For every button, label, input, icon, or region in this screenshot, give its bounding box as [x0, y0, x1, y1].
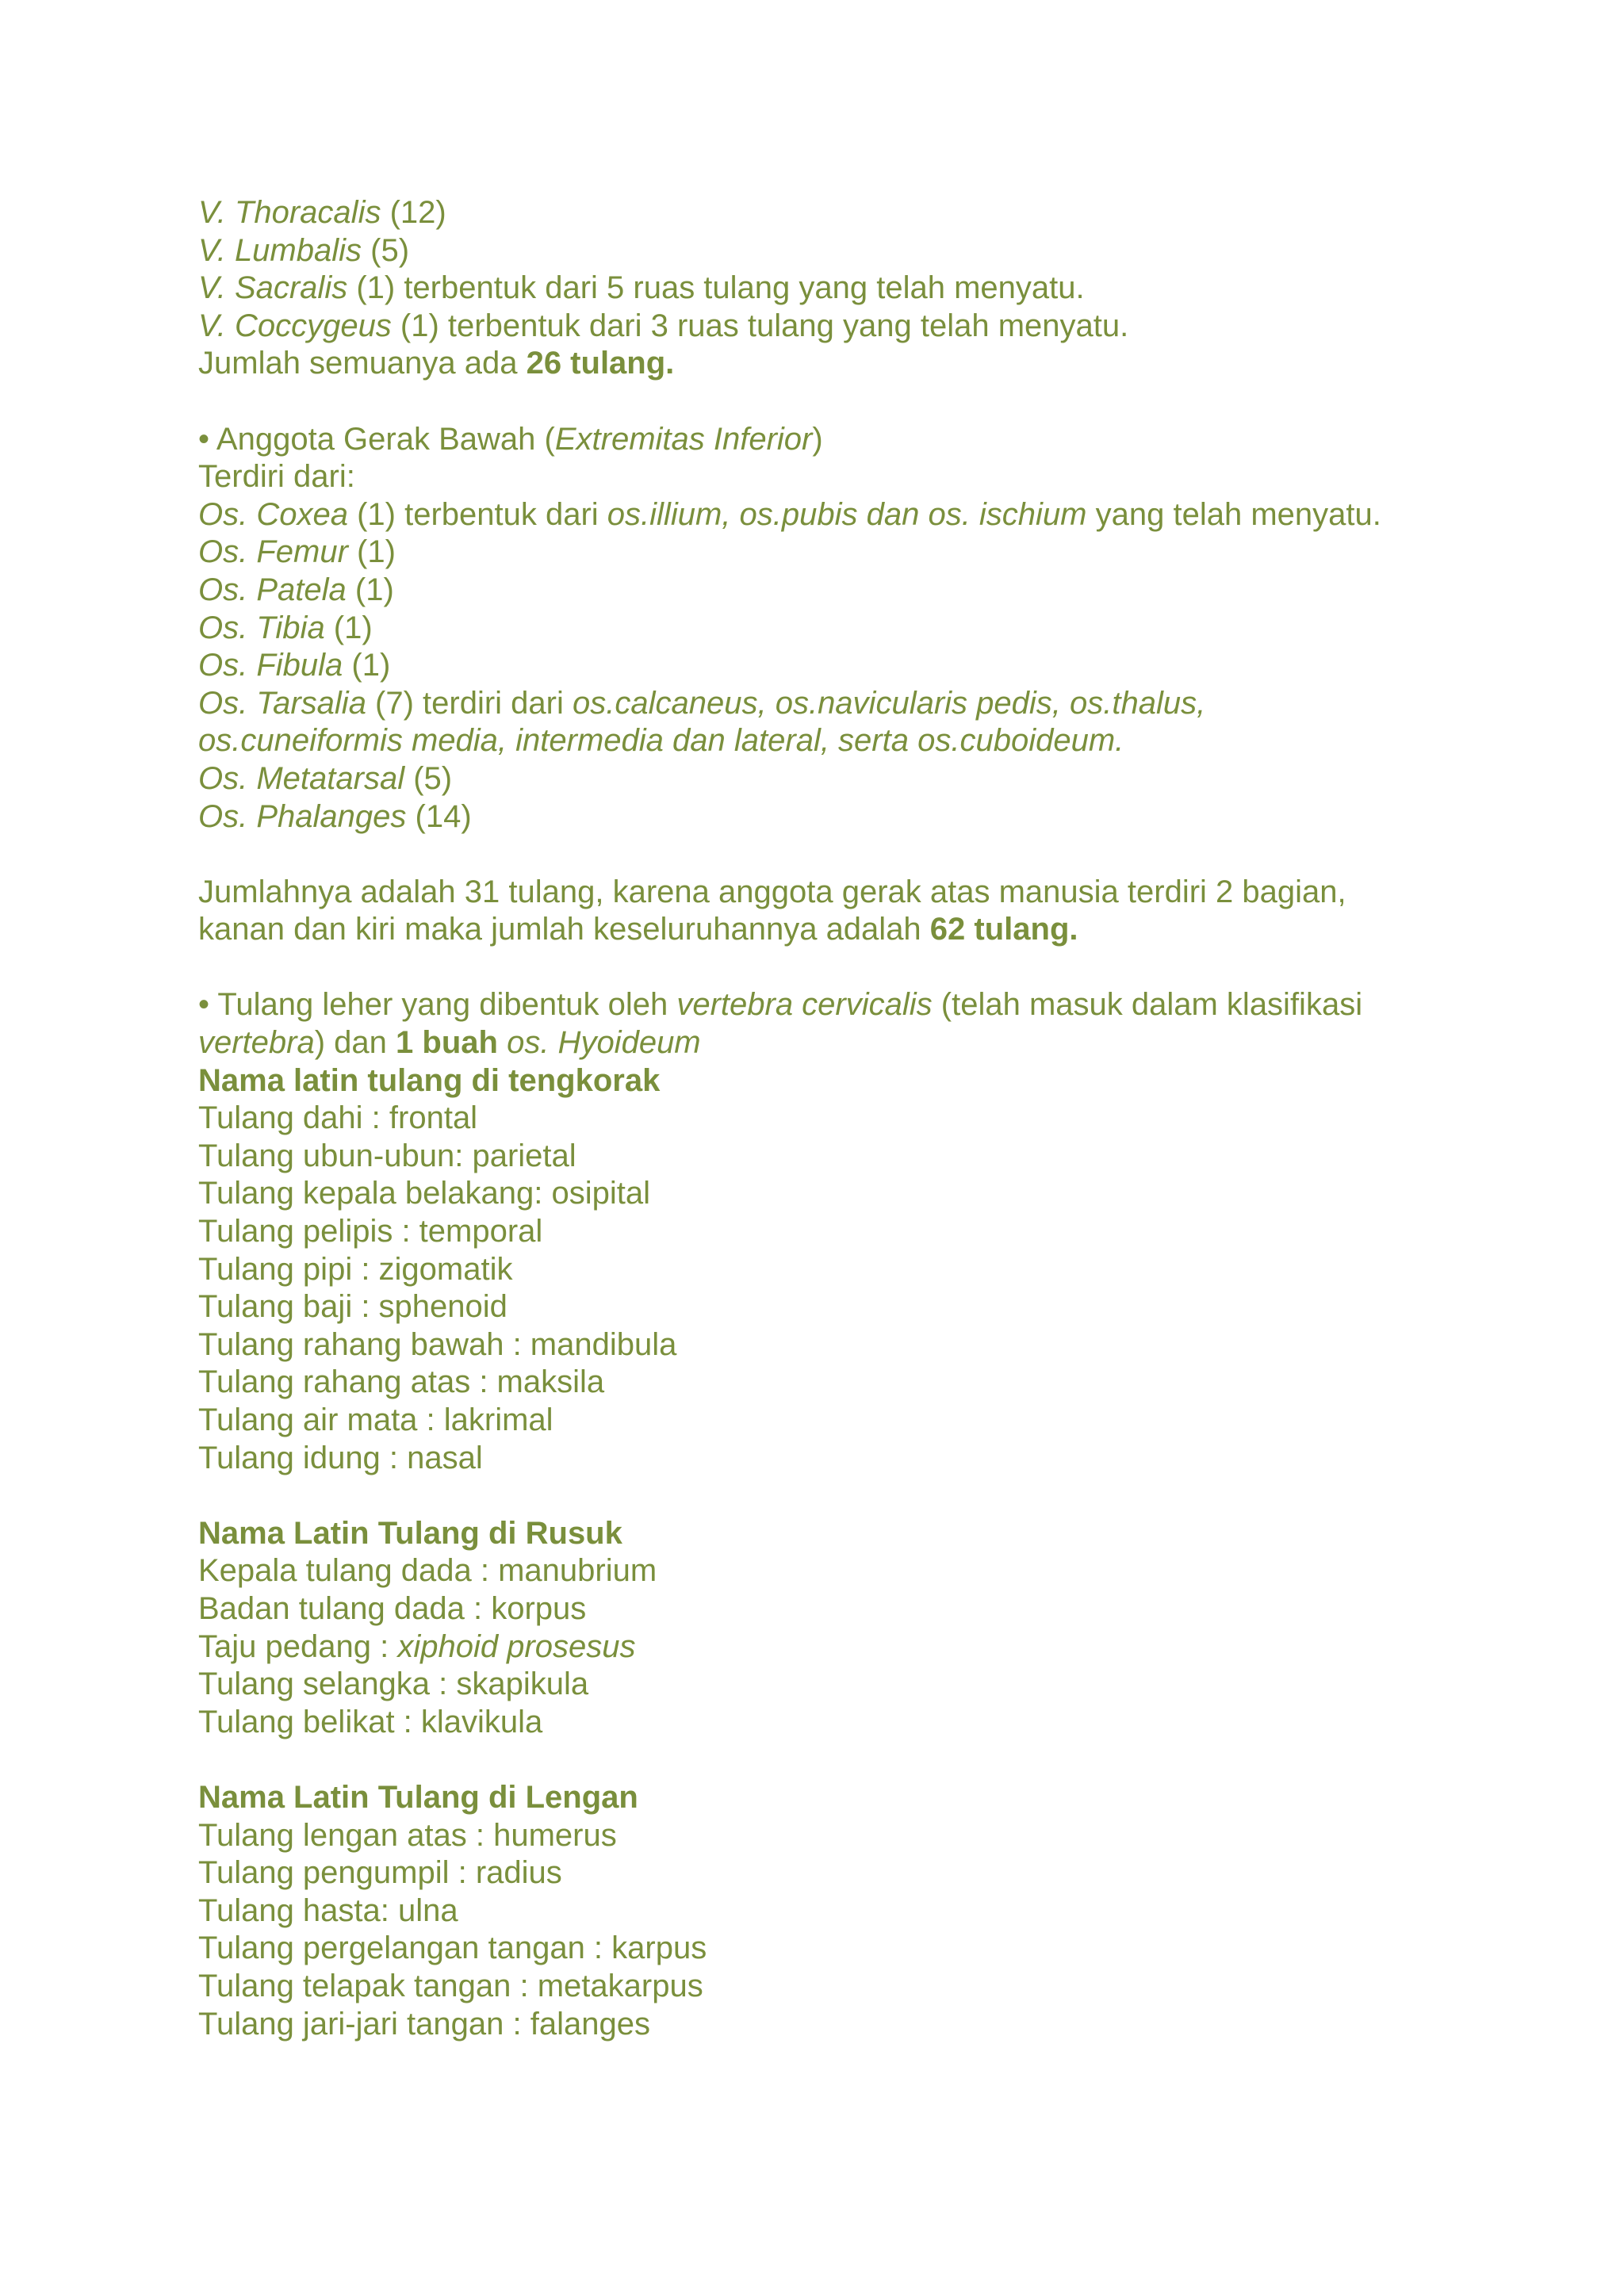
- vertebra-coccygeus-line: [198, 308, 1507, 346]
- arm-item: Tulang jari-jari tangan : falanges: [198, 2006, 650, 2042]
- neck-text: • Tulang leher yang dibentuk oleh: [198, 987, 677, 1023]
- arm-item: Tulang pengumpil : radius: [198, 1855, 562, 1891]
- arm-item: Tulang hasta: ulna: [198, 1892, 458, 1928]
- skull-item: Tulang rahang atas : maksila: [198, 1364, 605, 1400]
- spacer: [198, 1477, 1507, 1515]
- neck-bold: 1 buah: [396, 1025, 498, 1061]
- neck-italic: vertebra cervicalis: [676, 987, 933, 1023]
- skull-item: Tulang dahi : frontal: [198, 1100, 478, 1136]
- bullet-text: • Anggota Gerak Bawah (: [198, 421, 555, 457]
- skull-item: Tulang pipi : zigomatik: [198, 1251, 513, 1287]
- neck-text: ) dan: [314, 1025, 396, 1061]
- bone-count: (5): [404, 760, 453, 796]
- bone-name: Os. Patela: [198, 572, 347, 607]
- inferior-summary-line2: [198, 911, 1507, 949]
- total-text: Jumlah semuanya ada: [198, 346, 527, 381]
- neck-bullet-line2: [198, 1024, 1507, 1062]
- skull-heading: Nama latin tulang di tengkorak: [198, 1062, 661, 1098]
- total-count: 26 tulang.: [526, 346, 675, 381]
- vertebra-description: (1) terbentuk dari 3 ruas tulang yang telah menyatu.: [391, 308, 1129, 343]
- skull-item: Tulang baji : sphenoid: [198, 1289, 508, 1325]
- inferior-intro: Terdiri dari:: [198, 459, 355, 495]
- os-tarsalia-line: [198, 685, 1507, 723]
- bone-name: Os. Fibula: [198, 648, 343, 683]
- os-tarsalia-cont-line: [198, 722, 1507, 760]
- inferior-summary-line1: Jumlahnya adalah 31 tulang, karena anggota gerak atas manusia terdiri 2 bagian,: [198, 874, 1346, 909]
- os-tibia-line: [198, 610, 1507, 648]
- bullet-end: ): [812, 421, 823, 457]
- arm-item: Tulang pergelangan tangan : karpus: [198, 1931, 707, 1966]
- summary-text: kanan dan kiri maka jumlah keseluruhannya adalah: [198, 912, 930, 947]
- vertebra-total-line: [198, 345, 1507, 383]
- bone-count: (14): [406, 798, 472, 834]
- bone-text: (1) terbentuk dari: [347, 496, 607, 532]
- spacer: [198, 383, 1507, 421]
- spacer: [198, 949, 1507, 987]
- vertebra-name: V. Lumbalis: [198, 232, 362, 268]
- bone-text-end: yang telah menyatu.: [1086, 496, 1381, 532]
- os-phalanges-line: [198, 798, 1507, 836]
- vertebra-name: V. Sacralis: [198, 270, 348, 306]
- arm-heading: Nama Latin Tulang di Lengan: [198, 1779, 638, 1815]
- vertebra-name: V. Thoracalis: [198, 195, 381, 230]
- ribs-item: Tulang belikat : klavikula: [198, 1704, 543, 1739]
- neck-italic-hyoideum: os. Hyoideum: [507, 1025, 701, 1061]
- skull-item: Tulang rahang bawah : mandibula: [198, 1326, 677, 1362]
- bone-name: Os. Phalanges: [198, 798, 407, 834]
- skull-item: Tulang pelipis : temporal: [198, 1214, 543, 1249]
- os-femur-line: [198, 534, 1507, 572]
- skull-item: Tulang air mata : lakrimal: [198, 1402, 553, 1437]
- os-patela-line: [198, 572, 1507, 610]
- vertebra-count: (5): [362, 232, 410, 268]
- os-coxea-line: [198, 496, 1507, 534]
- ribs-item: Tulang selangka : skapikula: [198, 1667, 589, 1702]
- ribs-item-text: Taju pedang :: [198, 1628, 398, 1664]
- spacer: [198, 1741, 1507, 1779]
- bone-count: (1): [324, 610, 373, 645]
- neck-space: [498, 1025, 507, 1060]
- ribs-item: Kepala tulang dada : manubrium: [198, 1553, 657, 1589]
- os-fibula-line: [198, 647, 1507, 685]
- os-metatarsal-line: [198, 760, 1507, 798]
- spacer: [198, 836, 1507, 874]
- bone-count: (1): [346, 572, 394, 607]
- vertebra-description: (1) terbentuk dari 5 ruas tulang yang telah menyatu.: [347, 270, 1085, 306]
- bone-name: Os. Coxea: [198, 496, 348, 532]
- arm-item: Tulang lengan atas : humerus: [198, 1817, 617, 1853]
- vertebra-sacralis-line: [198, 270, 1507, 308]
- neck-text-end: (telah masuk dalam klasifikasi: [932, 987, 1363, 1023]
- ribs-item: [198, 1628, 1507, 1667]
- skull-item: Tulang idung : nasal: [198, 1440, 483, 1475]
- bone-count: (1): [347, 534, 396, 570]
- bone-name: Os. Tarsalia: [198, 685, 366, 721]
- arm-item: Tulang telapak tangan : metakarpus: [198, 1968, 703, 2003]
- neck-italic: vertebra: [198, 1025, 315, 1061]
- vertebra-lumbalis-line: [198, 232, 1507, 270]
- bone-italic: os.illium, os.pubis dan os. ischium: [607, 496, 1087, 532]
- inferior-bullet: [198, 421, 1507, 459]
- ribs-item-italic: xiphoid prosesus: [397, 1628, 636, 1664]
- skull-item: Tulang ubun-ubun: parietal: [198, 1138, 576, 1173]
- summary-total: 62 tulang.: [929, 912, 1078, 947]
- bone-text: (7) terdiri dari: [366, 685, 573, 721]
- vertebra-thoracalis-line: [198, 194, 1507, 232]
- ribs-heading: Nama Latin Tulang di Rusuk: [198, 1515, 622, 1551]
- bone-italic: os.calcaneus, os.navicularis pedis, os.thalus,: [573, 685, 1206, 721]
- vertebra-count: (12): [381, 195, 446, 230]
- skull-item: Tulang kepala belakang: osipital: [198, 1176, 651, 1211]
- neck-bullet-line1: [198, 986, 1507, 1024]
- document-page: [198, 194, 1507, 2043]
- bone-count: (1): [343, 648, 391, 683]
- bone-name: Os. Femur: [198, 534, 348, 570]
- bone-name: Os. Tibia: [198, 610, 325, 645]
- bullet-italic: Extremitas Inferior: [554, 421, 813, 457]
- bone-name: Os. Metatarsal: [198, 760, 405, 796]
- ribs-item: Badan tulang dada : korpus: [198, 1590, 587, 1626]
- vertebra-name: V. Coccygeus: [198, 308, 392, 343]
- bone-italic: os.cuneiformis media, intermedia dan lateral, serta os.cuboideum.: [198, 723, 1124, 759]
